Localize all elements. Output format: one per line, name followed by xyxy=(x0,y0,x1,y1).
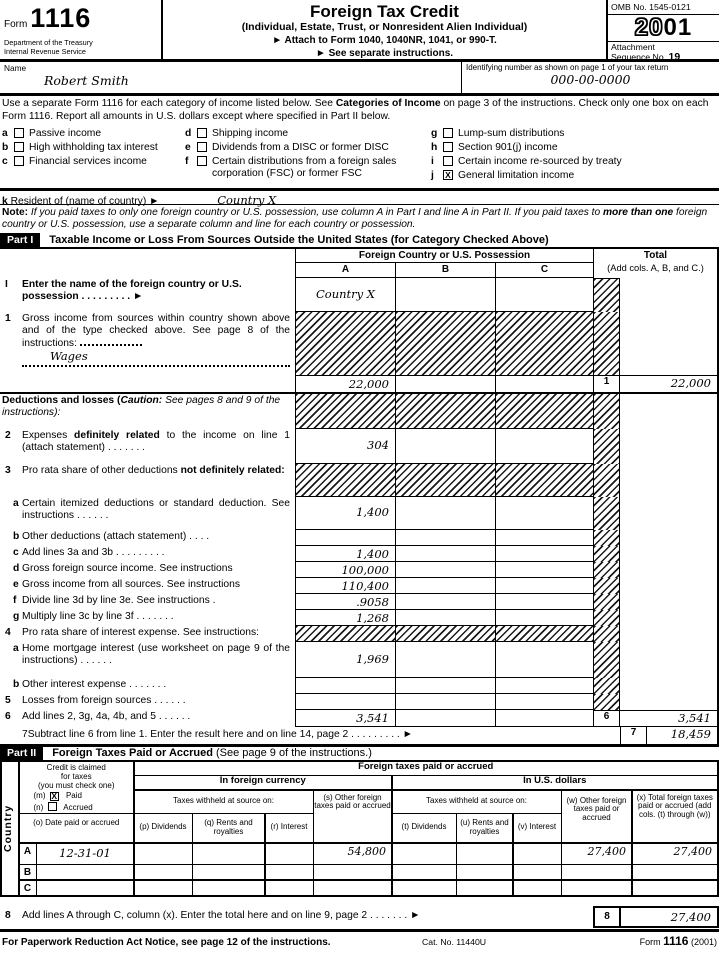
country-name-c-field[interactable] xyxy=(495,278,593,312)
withheld-us-header: Taxes withheld at source on: xyxy=(393,791,561,813)
row-b-s-field[interactable] xyxy=(314,865,391,879)
foreign-taxes-banner: Foreign taxes paid or accrued xyxy=(135,762,718,775)
row-3d: d Gross foreign source income. See instructions 100,000 xyxy=(0,562,717,578)
deductions-header-row: Deductions and losses (Caution: See pages 8 and 9 of the instructions): xyxy=(0,392,717,429)
row-3e: e Gross income from all sources. See instructions 110,400 xyxy=(0,578,717,594)
col-t-header: (t) Dividends xyxy=(393,814,456,842)
category-resourced-treaty: i Certain income re-sourced by treaty xyxy=(431,156,622,167)
withheld-fc-header: Taxes withheld at source on: xyxy=(135,791,313,813)
us-dollars-group: In U.S. dollars xyxy=(393,776,718,789)
checkbox-d[interactable] xyxy=(197,128,207,138)
col-v-header: (v) Interest xyxy=(514,814,561,842)
line2-c-field[interactable] xyxy=(495,429,593,464)
row-b-q-field[interactable] xyxy=(193,865,264,879)
category-passive-income: a Passive income xyxy=(2,128,102,139)
resident-country-field[interactable]: Country X xyxy=(217,193,277,207)
line3d-a-field[interactable]: 100,000 xyxy=(295,562,395,578)
income-categories xyxy=(0,124,719,188)
total-header: Total xyxy=(593,249,717,263)
row-1-description: 1 Gross income from sources within country shown above and of the type checked above. See page 8 of the instructions: Wages xyxy=(0,312,717,375)
line8-total: 27,400 xyxy=(621,906,719,928)
line3e-b-field[interactable] xyxy=(395,578,495,594)
line3a-a-field[interactable]: 1,400 xyxy=(295,497,395,530)
form-word: Form xyxy=(4,19,28,30)
country-vertical-label: Country xyxy=(2,762,18,895)
part1-table xyxy=(0,249,719,747)
col-q-header: (q) Rents and royalties xyxy=(193,814,264,842)
row-b-date-field[interactable] xyxy=(37,865,133,879)
form-id-block xyxy=(0,0,163,59)
row-b-w-field[interactable] xyxy=(562,865,631,879)
attach-instruction: ► Attach to Form 1040, 1040NR, 1041, or 990-T. xyxy=(272,35,497,46)
row-4a: a Home mortgage interest (use worksheet on page 9 of the instructions) . . . . . . 1,969 xyxy=(0,642,717,678)
line4b-a-field[interactable] xyxy=(295,678,395,694)
line3c-c-field[interactable] xyxy=(495,546,593,562)
line6-c-field[interactable] xyxy=(495,710,593,727)
part2-bar xyxy=(0,747,719,762)
line1-b-field[interactable] xyxy=(395,375,495,392)
category-financial-services: c Financial services income xyxy=(2,156,147,167)
line3g-a-field[interactable]: 1,268 xyxy=(295,610,395,626)
country-name-b-field[interactable] xyxy=(395,278,495,312)
row-a-w-field[interactable]: 27,400 xyxy=(562,844,631,864)
checkbox-h[interactable] xyxy=(443,142,453,152)
line4b-c-field[interactable] xyxy=(495,678,593,694)
identifying-number-field[interactable]: 000-00-0000 xyxy=(550,72,631,87)
category-instructions: Use a separate Form 1116 for each category of income listed below. See Categories of Income on page 3 of the instructions. Check only one box on each Form 1116. Report all amounts in U.S. dollars except where specified in Part II below. xyxy=(2,98,709,122)
form-header xyxy=(0,0,719,62)
name-label: Name xyxy=(4,63,27,73)
line3b-c-field[interactable] xyxy=(495,530,593,546)
gross-income-type-field[interactable]: Wages xyxy=(50,349,88,364)
resident-country-label: Resident of (name of country) ► xyxy=(10,196,160,207)
row-c-p-field[interactable] xyxy=(135,881,192,895)
part1-label: Part I xyxy=(0,233,40,248)
part2-note: (See page 9 of the instructions.) xyxy=(215,747,372,760)
row-3-header: 3 Pro rata share of other deductions not definitely related: xyxy=(0,464,717,497)
row-b-t-field[interactable] xyxy=(393,865,456,879)
row-a-q-field[interactable] xyxy=(193,844,264,864)
row-a-date-field[interactable]: 12-31-01 xyxy=(37,844,133,864)
omb-number: OMB No. 1545-0121 xyxy=(608,0,719,15)
line3b-a-field[interactable] xyxy=(295,530,395,546)
row-3a: a Certain itemized deductions or standard deduction. See instructions . . . . . . 1,400 xyxy=(0,497,717,530)
line4a-b-field[interactable] xyxy=(395,642,495,678)
checkbox-e[interactable] xyxy=(197,142,207,152)
col-a-header: A xyxy=(295,263,395,278)
row-8: 8 Add lines A through C, column (x). Enter the total here and on line 9, page 2 . . . . . . . ► 8 27,400 xyxy=(0,906,719,928)
line3e-c-field[interactable] xyxy=(495,578,593,594)
col-b-header: B xyxy=(395,263,495,278)
row-b-r-field[interactable] xyxy=(266,865,313,879)
col-o-header: (o) Date paid or accrued xyxy=(20,814,134,842)
line3f-a-field[interactable]: .9058 xyxy=(295,594,395,610)
part2-label: Part II xyxy=(0,746,43,761)
checkbox-b[interactable] xyxy=(14,142,24,152)
line6-a-field[interactable]: 3,541 xyxy=(295,710,395,727)
row-c-date-field[interactable] xyxy=(37,881,133,895)
row-4b: b Other interest expense . . . . . . . xyxy=(0,678,717,694)
part2-table xyxy=(0,762,719,897)
paid-checkbox[interactable]: X xyxy=(51,790,58,801)
line4b-b-field[interactable] xyxy=(395,678,495,694)
line5-b-field[interactable] xyxy=(395,694,495,710)
row-1-values: 22,000 1 22,000 xyxy=(0,375,717,392)
row-c-q-field[interactable] xyxy=(193,881,264,895)
part2-title: Foreign Taxes Paid or Accrued xyxy=(52,747,213,760)
row-c-r-field[interactable] xyxy=(266,881,313,895)
row-b-v-field[interactable] xyxy=(514,865,561,879)
row-country-name: I Enter the name of the foreign country or U.S. possession . . . . . . . . . ► Country X xyxy=(0,278,717,312)
col-w-header: (w) Other foreign taxes paid or accrued xyxy=(562,791,631,843)
row-b-letter: B xyxy=(20,865,36,879)
part1-bar xyxy=(0,234,719,249)
line6-b-field[interactable] xyxy=(395,710,495,727)
line3f-c-field[interactable] xyxy=(495,594,593,610)
form-number: 1116 xyxy=(30,3,92,33)
line3c-a-field[interactable]: 1,400 xyxy=(295,546,395,562)
checkbox-f[interactable] xyxy=(197,156,207,166)
line-number-strip xyxy=(593,278,620,312)
row-c-w-field[interactable] xyxy=(562,881,631,895)
row-5: 5 Losses from foreign sources . . . . . . xyxy=(0,694,717,710)
catalog-number: Cat. No. 11440U xyxy=(422,936,487,947)
line6-total: 3,541 xyxy=(620,710,717,727)
line3d-b-field[interactable] xyxy=(395,562,495,578)
row-c-s-field[interactable] xyxy=(314,881,391,895)
name-field[interactable]: Robert Smith xyxy=(44,73,129,88)
col-x-header: (x) Total foreign taxes paid or accrued (add cols. (t) through (w)) xyxy=(633,791,718,843)
checkbox-i[interactable] xyxy=(443,156,453,166)
row-a-u-field[interactable] xyxy=(457,844,512,864)
line3a-b-field[interactable] xyxy=(395,497,495,530)
category-lump-sum: g Lump-sum distributions xyxy=(431,128,565,139)
row-6: 6 Add lines 2, 3g, 4a, 4b, and 5 . . . . . . 3,541 6 3,541 xyxy=(0,710,717,727)
row-a-x-field: 27,400 xyxy=(633,844,718,864)
line1-total: 22,000 xyxy=(620,375,717,392)
row-c-x-field xyxy=(633,881,718,895)
category-high-withholding: b High withholding tax interest xyxy=(2,142,158,153)
total-subheader: (Add cols. A, B, and C.) xyxy=(593,263,717,278)
resident-country-row: k Resident of (name of country) ► Country X xyxy=(0,188,719,205)
line5-a-field[interactable] xyxy=(295,694,395,710)
row-3f: f Divide line 3d by line 3e. See instructions . .9058 xyxy=(0,594,717,610)
row-b-x-field xyxy=(633,865,718,879)
row-b-p-field[interactable] xyxy=(135,865,192,879)
row-3g: g Multiply line 3c by line 3f . . . . . . . 1,268 xyxy=(0,610,717,626)
col-c-header: C xyxy=(495,263,593,278)
line4a-c-field[interactable] xyxy=(495,642,593,678)
row-c-t-field[interactable] xyxy=(393,881,456,895)
checkbox-g[interactable] xyxy=(443,128,453,138)
row-a-v-field[interactable] xyxy=(514,844,561,864)
country-name-a-field[interactable]: Country X xyxy=(295,278,395,312)
line3e-a-field[interactable]: 110,400 xyxy=(295,578,395,594)
line3g-c-field[interactable] xyxy=(495,610,593,626)
category-section-901j: h Section 901(j) income xyxy=(431,142,558,153)
credit-claimed-box: Credit is claimed for taxes (you must check one) (m) X Paid (n) Accrued xyxy=(20,762,134,813)
identifying-number-label: Identifying number as shown on page 1 of your tax return xyxy=(466,63,669,72)
accrued-checkbox[interactable] xyxy=(48,802,57,811)
foreign-currency-group: In foreign currency xyxy=(135,776,392,789)
line3f-b-field[interactable] xyxy=(395,594,495,610)
form-footer-id: Form 1116 (2001) xyxy=(639,933,717,948)
row-3c: c Add lines 3a and 3b . . . . . . . . . 1,400 xyxy=(0,546,717,562)
line4a-a-field[interactable]: 1,969 xyxy=(295,642,395,678)
category-fsc-distributions: f Certain distributions from a foreign sales corporation (FSC) or former FSC xyxy=(185,156,397,179)
row-a-letter: A xyxy=(20,844,36,864)
col-p-header: (p) Dividends xyxy=(135,814,192,842)
col-s-header: (s) Other foreign taxes paid or accrued xyxy=(314,791,391,843)
category-general-limitation: j X General limitation income xyxy=(431,170,575,181)
form-title-block xyxy=(163,0,606,59)
agency-name: Department of the Treasury Internal Revenue Service xyxy=(4,38,93,56)
line3g-b-field[interactable] xyxy=(395,610,495,626)
page-title: Foreign Tax Credit xyxy=(310,2,459,21)
row-4-header: 4 Pro rata share of interest expense. See instructions: xyxy=(0,626,717,642)
page-footer xyxy=(0,932,719,950)
col-u-header: (u) Rents and royalties xyxy=(457,814,512,842)
row-a-p-field[interactable] xyxy=(135,844,192,864)
see-instruction: ► See separate instructions. xyxy=(315,48,454,59)
line2-a-field[interactable]: 304 xyxy=(295,429,395,464)
row-c-letter: C xyxy=(20,881,36,895)
row-2: 2 Expenses definitely related to the income on line 1 (attach statement) . . . . . . . 304 xyxy=(0,429,717,464)
category-shipping: d Shipping income xyxy=(185,128,289,139)
line7-total: 18,459 xyxy=(670,726,711,741)
line3b-b-field[interactable] xyxy=(395,530,495,546)
attachment-sequence: Attachment Sequence No. 19 xyxy=(611,42,681,63)
paperwork-notice: For Paperwork Reduction Act Notice, see page 12 of the instructions. xyxy=(2,936,331,948)
row-a-r-field[interactable] xyxy=(266,844,313,864)
note-paragraph: Note: If you paid taxes to only one foreign country or U.S. possession, use column A in Part I and line A in Part II. If you paid taxes to more than one foreign country or U.S. possession, use a separate column and line for each country or possession. xyxy=(2,207,708,231)
tax-year: 2001 xyxy=(608,15,719,42)
part1-title: Taxable Income or Loss From Sources Outside the United States (for Category Checked Above) xyxy=(49,234,549,247)
line2-b-field[interactable] xyxy=(395,429,495,464)
row-a-s-field[interactable]: 54,800 xyxy=(314,844,391,864)
line5-c-field[interactable] xyxy=(495,694,593,710)
line1-a-field[interactable]: 22,000 xyxy=(295,375,395,392)
row-c-u-field[interactable] xyxy=(457,881,512,895)
col-r-header: (r) Interest xyxy=(266,814,313,842)
checkbox-a[interactable] xyxy=(14,128,24,138)
category-disc-dividends: e Dividends from a DISC or former DISC xyxy=(185,142,389,153)
line3c-b-field[interactable] xyxy=(395,546,495,562)
omb-block xyxy=(606,0,719,63)
form-subtitle: (Individual, Estate, Trust, or Nonresident Alien Individual) xyxy=(241,21,528,33)
line1-c-field[interactable] xyxy=(495,375,593,392)
row-c-v-field[interactable] xyxy=(514,881,561,895)
row-b-u-field[interactable] xyxy=(457,865,512,879)
line3a-c-field[interactable] xyxy=(495,497,593,530)
name-row xyxy=(0,62,719,96)
row-7: 7Subtract line 6 from line 1. Enter the result here and on line 14, page 2 . . . . . . . . . ► 7 18,459 xyxy=(0,727,717,744)
column-group-header: Foreign Country or U.S. Possession xyxy=(295,249,593,263)
row-a-t-field[interactable] xyxy=(393,844,456,864)
row-3b: b Other deductions (attach statement) . . . . xyxy=(0,530,717,546)
checkbox-j[interactable]: X xyxy=(443,170,453,180)
line3d-c-field[interactable] xyxy=(495,562,593,578)
checkbox-c[interactable] xyxy=(14,156,24,166)
